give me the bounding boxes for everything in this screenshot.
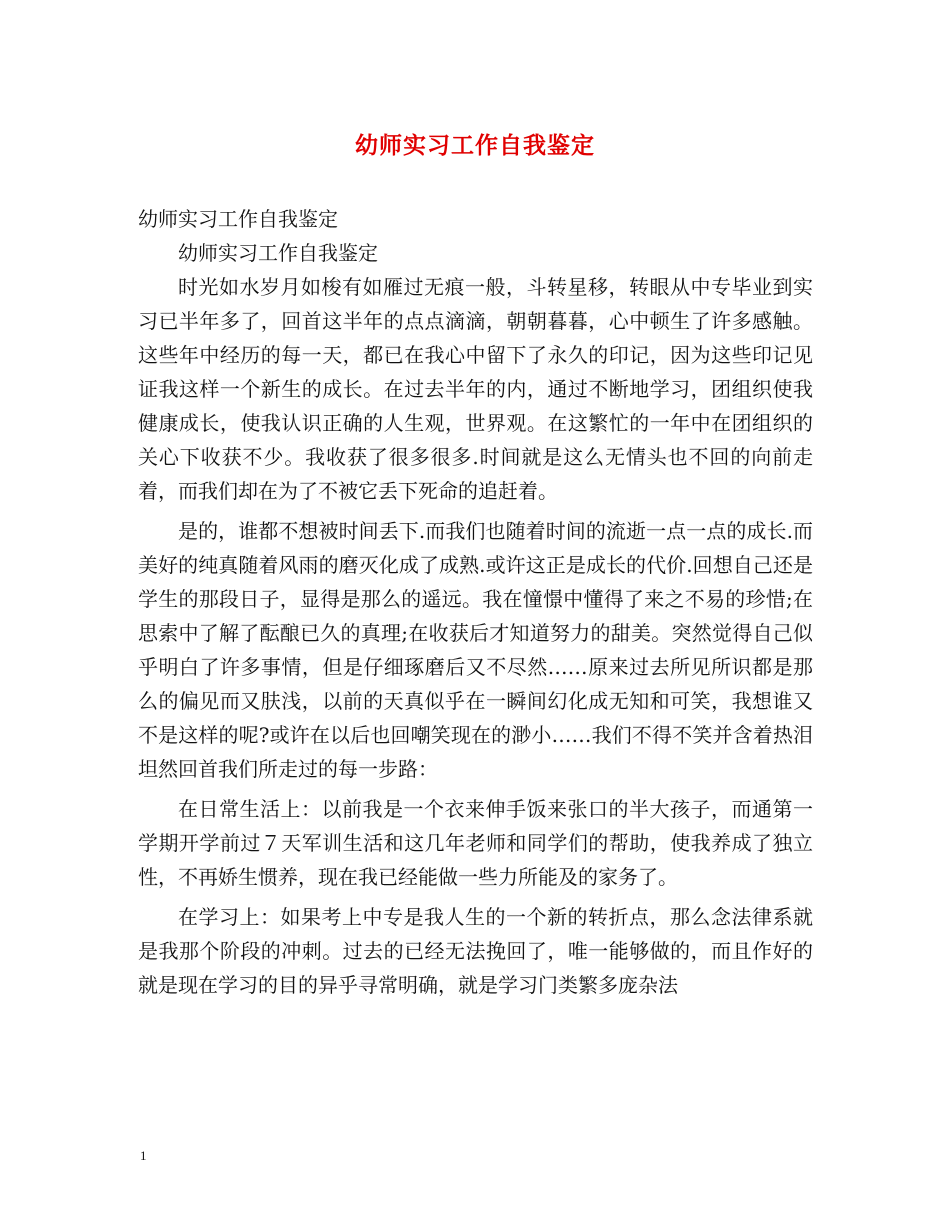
paragraph-4: 在学习上：如果考上中专是我人生的一个新的转折点，那么念法律系就是我那个阶段的冲刺。过去的已经无法挽回了，唯一能够做的，而且作好的就是现在学习的目的异乎寻常明确，就是学习门类繁多庞杂法: [138, 905, 813, 997]
page-number: 1: [140, 1148, 147, 1163]
subheading-line: 幼师实习工作自我鉴定: [178, 241, 378, 265]
paragraph-2: 是的，谁都不想被时间丢下.而我们也随着时间的流逝一点一点的成长.而美好的纯真随着风雨的磨灭化成了成熟.或许这正是成长的代价.回想自己还是学生的那段日子，显得是那么的遥远。我在憧憬中懂得了来之不易的珍惜;在思索中了解了酝酿已久的真理;在收获后才知道努力的甜美。突然觉得自己似乎明白了许多事情，但是仔细琢磨后又不尽然……原来过去所见所识都是那么的偏见而又肤浅，以前的天真似乎在一瞬间幻化成无知和可笑，我想谁又不是这样的呢?或许在以后也回嘲笑现在的渺小……我们不得不笑并含着热泪坦然回首我们所走过的每一步路：: [138, 519, 813, 781]
paragraph-3: 在日常生活上：以前我是一个衣来伸手饭来张口的半大孩子，而通第一学期开学前过７天军训生活和这几年老师和同学们的帮助，使我养成了独立性，不再娇生惯养，现在我已经能做一些力所能及的家务了。: [138, 797, 813, 889]
heading-line: 幼师实习工作自我鉴定: [138, 207, 338, 231]
document-body: [138, 202, 813, 1002]
document-title: 幼师实习工作自我鉴定: [355, 132, 595, 159]
paragraph-1: 时光如水岁月如梭有如雁过无痕一般，斗转星移，转眼从中专毕业到实习已半年多了，回首这半年的点点滴滴，朝朝暮暮，心中顿生了许多感触。这些年中经历的每一天，都已在我心中留下了永久的印记，因为这些印记见证我这样一个新生的成长。在过去半年的内，通过不断地学习，团组织使我健康成长，使我认识正确的人生观，世界观。在这繁忙的一年中在团组织的关心下收获不少。我收获了很多很多.时间就是这么无情头也不回的向前走着，而我们却在为了不被它丢下死命的追赶着。: [138, 275, 813, 503]
